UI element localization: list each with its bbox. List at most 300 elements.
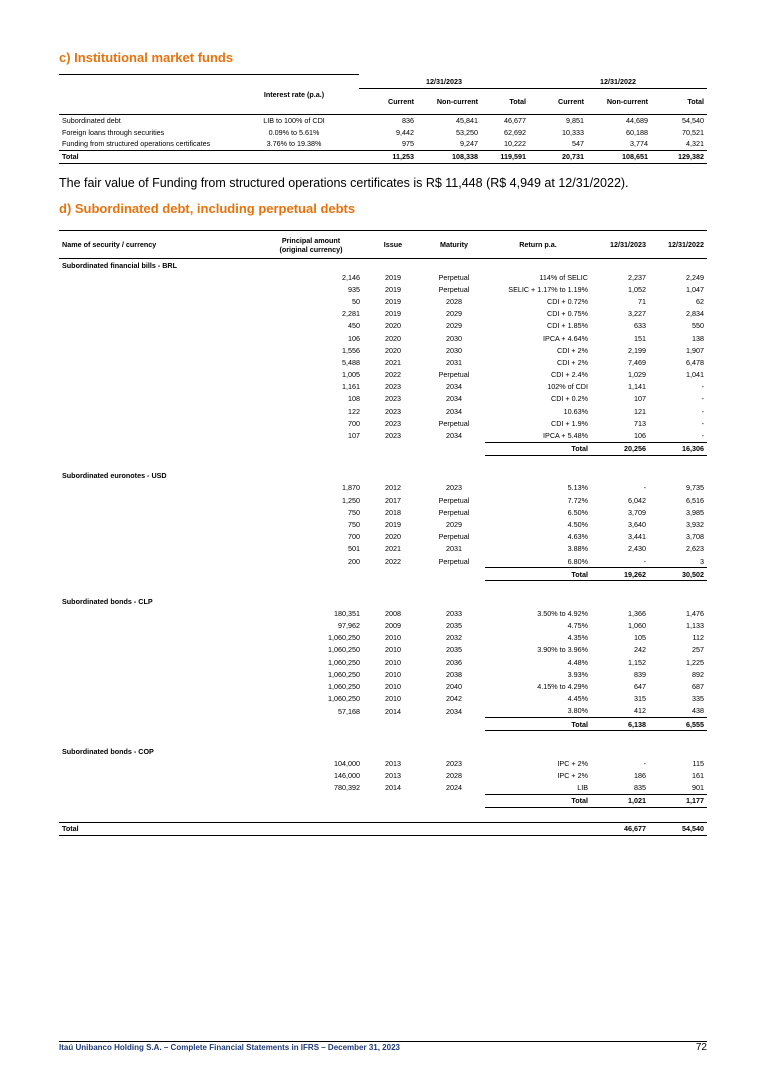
cell-value-2022: 2,623 [686,544,704,554]
cell-rate: LIB to 100% of CDI [263,116,325,126]
cell-value-2022: 6,478 [686,357,704,367]
cell-principal: 935 [348,284,360,294]
cell-value-2023: 713 [634,418,646,428]
cell-return: CDI + 2% [557,345,588,355]
cell-maturity: 2036 [446,657,462,667]
cell-value-2022: 161 [692,770,704,780]
cell-principal: 1,060,250 [328,645,360,655]
cell-c23: 975 [402,139,414,149]
current-header-2023: Current [359,88,417,115]
subtotal-label: Total [485,568,591,581]
cell-n22: 60,188 [626,127,648,137]
cell-value-2022: - [701,418,704,428]
table-c-total-row [59,150,707,163]
cell-name: Subordinated debt [62,116,121,126]
footer-text: Itaú Unibanco Holding S.A. – Complete Financial Statements in IFRS – December 31, 2023 [59,1043,400,1052]
group-title-row [59,595,707,607]
cell-value-2022: 3 [700,556,704,566]
cell-value-2023: 1,052 [628,284,646,294]
cell-value-2022: 3,932 [686,519,704,529]
cell-principal: 1,161 [342,382,360,392]
subtotal-row [59,568,707,581]
principal-header-line1: Principal amount [281,235,341,245]
total-header-2023: Total [481,88,529,115]
cell-maturity: 2032 [446,633,462,643]
cell-return: IPC + 2% [557,758,588,768]
table-row [59,381,707,393]
cell-maturity: Perpetual [438,370,470,380]
cell-issue: 2023 [385,431,401,441]
total-label: Total [59,150,229,163]
cell-principal: 750 [348,507,360,517]
cell-return: LIB [577,783,588,793]
section-c-title: c) Institutional market funds [59,50,234,65]
spacer-row [59,455,707,470]
cell-maturity: 2034 [446,706,462,716]
cell-c23: 836 [402,116,414,126]
cell-principal: 180,351 [334,608,360,618]
cell-issue: 2019 [385,284,401,294]
cell-t22: 70,521 [682,127,704,137]
cell-issue: 2013 [385,758,401,768]
cell-return: 7.72% [567,495,588,505]
cell-t23: 46,677 [504,116,526,126]
cell-principal: 57,168 [338,706,360,716]
cell-principal: 108 [348,394,360,404]
cell-issue: 2022 [385,370,401,380]
cell-maturity: 2042 [446,694,462,704]
cell-return: IPC + 2% [557,770,588,780]
table-row [59,271,707,283]
cell-maturity: Perpetual [438,507,470,517]
cell-value-2022: 9,735 [686,483,704,493]
cell-value-2022: 550 [692,321,704,331]
cell-n22: 3,774 [630,139,648,149]
cell-value-2023: 1,060 [628,621,646,631]
cell-value-2023: 647 [634,682,646,692]
cell-return: CDI + 0.72% [547,296,588,306]
table-row [59,620,707,632]
cell-issue: 2010 [385,669,401,679]
table-row [59,356,707,368]
cell-value-2023: 3,640 [628,519,646,529]
cell-value-2023: 7,469 [628,357,646,367]
cell-maturity: 2034 [446,382,462,392]
cell-return: 4.48% [567,657,588,667]
principal-header-line2: (original currency) [279,244,343,254]
cell-value-2023: 242 [634,645,646,655]
cell-rate: 3.76% to 19.38% [266,139,322,149]
return-header: Return p.a. [485,231,591,259]
page-number: 72 [695,1042,707,1053]
cell-return: 6.50% [567,507,588,517]
cell-principal: 1,060,250 [328,694,360,704]
cell-n22: 44,689 [626,116,648,126]
cell-value-2023: 2,199 [628,345,646,355]
cell-return: 3.90% to 3.96% [537,645,588,655]
maturity-header: Maturity [423,231,485,259]
cell-c22: 547 [572,139,584,149]
table-row [59,369,707,381]
cell-value-2023: 3,441 [628,532,646,542]
date-header-2023: 12/31/2023 [359,75,529,89]
cell-value-2022: 1,133 [686,621,704,631]
group-title-row [59,259,707,272]
cell-maturity: 2031 [446,357,462,367]
table-row [59,705,707,718]
table-row [59,283,707,295]
cell-value-2022: 1,907 [686,345,704,355]
spacer-row [59,807,707,822]
table-row [59,127,707,139]
cell-return: 3.80% [567,706,588,716]
cell-maturity: 2023 [446,483,462,493]
year-2023-header: 12/31/2023 [591,231,649,259]
cell-issue: 2017 [385,495,401,505]
cell-c22: 10,333 [562,127,584,137]
cell-principal: 104,000 [334,758,360,768]
total-current-2023: 11,253 [359,150,417,163]
grand-total-row [59,822,707,835]
cell-principal: 750 [348,519,360,529]
total-non-current-2023: 108,338 [417,150,481,163]
cell-principal: 1,060,250 [328,682,360,692]
cell-value-2022: 3,985 [686,507,704,517]
cell-value-2023: 1,366 [628,608,646,618]
cell-value-2022: 335 [692,694,704,704]
cell-n23: 53,250 [456,127,478,137]
cell-principal: 122 [348,406,360,416]
subordinated-debt-table [59,230,707,836]
group-title: Subordinated financial bills - BRL [62,260,178,270]
subtotal-row [59,718,707,731]
cell-return: CDI + 1.85% [547,321,588,331]
cell-principal: 1,250 [342,495,360,505]
table-row [59,308,707,320]
interest-rate-header: Interest rate (p.a.) [229,88,359,115]
cell-principal: 700 [348,418,360,428]
cell-value-2022: 138 [692,333,704,343]
cell-issue: 2019 [385,309,401,319]
table-row [59,138,707,150]
cell-return: 4.63% [567,532,588,542]
cell-return: CDI + 0.2% [551,394,588,404]
cell-maturity: Perpetual [438,532,470,542]
cell-value-2023: 315 [634,694,646,704]
cell-return: IPCA + 4.64% [543,333,588,343]
date-header-2022: 12/31/2022 [529,75,707,89]
table-row [59,518,707,530]
institutional-funds-table [59,74,707,164]
cell-maturity: 2030 [446,333,462,343]
cell-maturity: 2024 [446,783,462,793]
cell-issue: 2023 [385,406,401,416]
cell-issue: 2020 [385,345,401,355]
table-row [59,482,707,494]
cell-principal: 1,005 [342,370,360,380]
cell-value-2023: 839 [634,669,646,679]
cell-value-2023: 1,141 [628,382,646,392]
cell-maturity: Perpetual [438,284,470,294]
cell-maturity: 2023 [446,758,462,768]
cell-issue: 2019 [385,272,401,282]
cell-value-2022: 687 [692,682,704,692]
cell-issue: 2023 [385,418,401,428]
cell-return: 10.63% [563,406,588,416]
spacer-row [59,731,707,746]
cell-value-2022: - [701,431,704,441]
subtotal-2023: 6,138 [591,718,649,731]
cell-maturity: Perpetual [438,556,470,566]
table-row [59,320,707,332]
subtotal-2022: 30,502 [649,568,707,581]
cell-value-2023: 1,029 [628,370,646,380]
cell-value-2023: 186 [634,770,646,780]
grand-total-2022: 54,540 [649,822,707,835]
cell-issue: 2023 [385,394,401,404]
cell-maturity: 2028 [446,296,462,306]
cell-principal: 1,060,250 [328,657,360,667]
cell-value-2022: 62 [696,296,704,306]
cell-value-2022: 2,249 [686,272,704,282]
cell-principal: 2,146 [342,272,360,282]
cell-issue: 2010 [385,657,401,667]
cell-issue: 2018 [385,507,401,517]
cell-issue: 2008 [385,608,401,618]
cell-value-2023: 412 [634,706,646,716]
cell-value-2022: 6,516 [686,495,704,505]
cell-maturity: 2030 [446,345,462,355]
table-row [59,782,707,795]
table-row [59,115,707,127]
cell-issue: 2010 [385,694,401,704]
fair-value-note: The fair value of Funding from structured operations certificates is R$ 11,448 (R$ 4,949 at 12/31/2022). [59,176,629,190]
cell-n23: 45,841 [456,116,478,126]
principal-header [259,231,363,259]
cell-rate: 0.09% to 5.61% [268,127,320,137]
cell-principal: 1,870 [342,483,360,493]
subtotal-2022: 16,306 [649,442,707,455]
cell-value-2023: 3,709 [628,507,646,517]
cell-return: 3.88% [567,544,588,554]
cell-name: Funding from structured operations certificates [62,139,211,149]
cell-value-2023: 121 [634,406,646,416]
cell-return: CDI + 0.75% [547,309,588,319]
subtotal-2022: 1,177 [649,794,707,807]
group-title: Subordinated bonds - COP [62,746,154,756]
cell-principal: 50 [352,296,360,306]
total-non-current-2022: 108,651 [587,150,651,163]
table-row [59,417,707,429]
cell-value-2023: - [643,483,646,493]
cell-return: CDI + 2.4% [551,370,588,380]
cell-principal: 1,556 [342,345,360,355]
cell-value-2022: 3,708 [686,532,704,542]
cell-maturity: 2040 [446,682,462,692]
grand-total-2023: 46,677 [591,822,649,835]
subtotal-2023: 20,256 [591,442,649,455]
cell-issue: 2010 [385,645,401,655]
cell-principal: 107 [348,431,360,441]
subtotal-row [59,442,707,455]
cell-return: 4.45% [567,694,588,704]
table-row [59,555,707,568]
cell-value-2023: 633 [634,321,646,331]
cell-principal: 1,060,250 [328,669,360,679]
cell-return: 102% of CDI [547,382,588,392]
table-row [59,668,707,680]
table-row [59,531,707,543]
cell-value-2023: 1,152 [628,657,646,667]
cell-t22: 4,321 [686,139,704,149]
non-current-header-2022: Non-current [587,88,651,115]
cell-value-2022: 1,047 [686,284,704,294]
subtotal-row [59,794,707,807]
table-row [59,393,707,405]
cell-value-2023: 3,227 [628,309,646,319]
table-row [59,632,707,644]
table-row [59,405,707,417]
cell-maturity: 2035 [446,645,462,655]
current-header-2022: Current [529,88,587,115]
group-title-row [59,745,707,757]
cell-principal: 106 [348,333,360,343]
cell-value-2023: 6,042 [628,495,646,505]
cell-maturity: Perpetual [438,495,470,505]
name-header: Name of security / currency [59,231,259,259]
cell-value-2022: - [701,394,704,404]
cell-value-2023: 71 [638,296,646,306]
cell-issue: 2010 [385,633,401,643]
cell-t22: 54,540 [682,116,704,126]
cell-t23: 10,222 [504,139,526,149]
cell-return: 4.35% [567,633,588,643]
cell-value-2022: - [701,406,704,416]
cell-issue: 2023 [385,382,401,392]
cell-principal: 450 [348,321,360,331]
cell-principal: 2,281 [342,309,360,319]
cell-return: CDI + 1.9% [551,418,588,428]
table-row [59,344,707,356]
group-title-row [59,470,707,482]
cell-value-2023: - [643,556,646,566]
year-2022-header: 12/31/2022 [649,231,707,259]
cell-maturity: Perpetual [438,418,470,428]
cell-value-2022: 1,225 [686,657,704,667]
cell-maturity: 2035 [446,621,462,631]
cell-principal: 146,000 [334,770,360,780]
cell-return: 114% of SELIC [539,272,588,282]
table-row [59,693,707,705]
cell-maturity: 2034 [446,394,462,404]
cell-principal: 5,488 [342,357,360,367]
cell-return: 6.80% [567,556,588,566]
cell-value-2022: 115 [692,758,704,768]
cell-value-2022: 2,834 [686,309,704,319]
table-row [59,543,707,555]
cell-value-2022: 1,041 [686,370,704,380]
cell-value-2022: 1,476 [686,608,704,618]
subtotal-2023: 19,262 [591,568,649,581]
cell-return: 4.75% [567,621,588,631]
cell-value-2023: 835 [634,783,646,793]
table-row [59,607,707,619]
cell-value-2023: 151 [634,333,646,343]
cell-maturity: Perpetual [438,272,470,282]
cell-principal: 1,060,250 [328,633,360,643]
non-current-header-2023: Non-current [417,88,481,115]
total-total-2023: 119,591 [481,150,529,163]
cell-maturity: 2033 [446,608,462,618]
table-row [59,769,707,781]
cell-name: Foreign loans through securities [62,127,165,137]
cell-issue: 2020 [385,321,401,331]
cell-maturity: 2034 [446,406,462,416]
cell-maturity: 2029 [446,321,462,331]
cell-c23: 9,442 [396,127,414,137]
cell-return: 3.50% to 4.92% [537,608,588,618]
subtotal-label: Total [485,794,591,807]
subtotal-label: Total [485,442,591,455]
cell-return: CDI + 2% [557,357,588,367]
table-row [59,429,707,442]
cell-principal: 700 [348,532,360,542]
cell-return: IPCA + 5.48% [543,431,588,441]
subtotal-2022: 6,555 [649,718,707,731]
cell-principal: 200 [348,556,360,566]
grand-total-label: Total [59,822,259,835]
cell-issue: 2012 [385,483,401,493]
cell-c22: 9,851 [566,116,584,126]
table-row [59,494,707,506]
cell-maturity: 2028 [446,770,462,780]
cell-value-2023: 107 [634,394,646,404]
table-row [59,295,707,307]
cell-maturity: 2029 [446,309,462,319]
cell-value-2022: - [701,382,704,392]
cell-value-2022: 112 [692,633,704,643]
cell-return: 5.13% [567,483,588,493]
cell-value-2023: 106 [634,431,646,441]
cell-return: 3.93% [567,669,588,679]
cell-return: 4.50% [567,519,588,529]
total-total-2022: 129,382 [651,150,707,163]
cell-value-2023: 2,237 [628,272,646,282]
group-title: Subordinated euronotes - USD [62,471,167,481]
cell-issue: 2019 [385,296,401,306]
table-row [59,644,707,656]
spacer-row [59,581,707,596]
cell-issue: 2013 [385,770,401,780]
table-row [59,332,707,344]
total-header-2022: Total [651,88,707,115]
table-row [59,757,707,769]
cell-maturity: 2029 [446,519,462,529]
cell-issue: 2019 [385,519,401,529]
cell-issue: 2014 [385,783,401,793]
cell-principal: 97,962 [338,621,360,631]
cell-value-2022: 438 [692,706,704,716]
cell-issue: 2021 [385,544,401,554]
cell-issue: 2014 [385,706,401,716]
cell-maturity: 2031 [446,544,462,554]
section-d-title: d) Subordinated debt, including perpetual debts [59,201,356,216]
cell-principal: 501 [348,544,360,554]
cell-return: SELIC + 1.17% to 1.19% [508,284,588,294]
cell-value-2023: 2,430 [628,544,646,554]
subtotal-2023: 1,021 [591,794,649,807]
cell-value-2022: 257 [692,645,704,655]
